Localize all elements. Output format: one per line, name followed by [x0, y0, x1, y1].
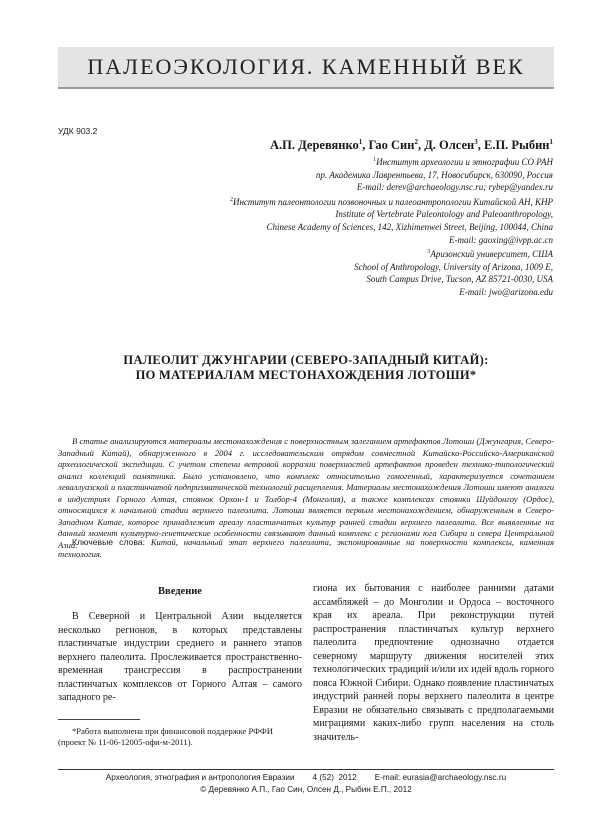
- affiliation-2-email[interactable]: E-mail: gaoxing@ivpp.ac.cn: [448, 234, 553, 245]
- intro-right-paragraph: гиона их бытования с наиболее ранними датами ассамбляжей – до Монголии и Ордоса – восточного края их ареала. При реконструкции путей распространения пластинчатых культур верхнего палеолита предпочтение однозначно отдается северному маршруту движения носителей этих технологических традиций и/или их идей вдоль горного пояса Южной Сибири. Однако появление пластинчатых индустрий ранней поры верхнего палеолита в центре Евразии не обязательно связывать с предполагаемыми миграциями каких-либо групп населения на столь значитель-: [313, 583, 554, 743]
- footer-year: 2012: [338, 773, 357, 782]
- footnote: *Работа выполнена при финансовой поддержке РФФИ (проект № 11-06-12005-офи-м-2011).: [58, 725, 273, 747]
- footnote-divider: [58, 719, 140, 720]
- affiliation-1-address: пр. Академика Лаврентьева, 17, Новосибирск, 630090, Россия: [315, 169, 553, 180]
- section-header-band: [58, 47, 554, 89]
- footer-copyright: © Деревянко А.П., Гао Син, Олсен Д., Рыбин Е.П., 2012: [200, 784, 412, 794]
- affiliation-3-school: School of Anthropology, University of Arizona, 1009 E,: [354, 261, 553, 272]
- affiliation-text: Институт археологии и этнографии СО РАН: [376, 157, 553, 167]
- author-name: Гао Син: [368, 138, 415, 153]
- section-title: ПАЛЕОЭКОЛОГИЯ. КАМЕННЫЙ ВЕК: [87, 54, 525, 79]
- affiliation-sup: 1: [373, 157, 377, 163]
- keywords-label: Ключевые слова:: [72, 537, 145, 547]
- intro-left-paragraph: В Северной и Центральной Азии выделяется несколько регионов, в которых представлены пластинчатые индустрии среднего и раннего этапов верхнего палеолита. Прослеживается пространственно-временная трансгрессия в распространении пластинчатых комплексов от Горного Алтая – самого западного ре-: [58, 611, 302, 703]
- footer-journal: Археология, этнография и антропология Евразии: [105, 773, 295, 782]
- affiliation-2-en-line2: Chinese Academy of Sciences, 142, Xizhimenwei Street, Beijing, 100044, China: [266, 221, 553, 232]
- authors-line: А.П. Деревянко$^1$, Гао Син$^2$, Д. Олсен$^3$, Е.П. Рыбин$^1$: [270, 138, 553, 153]
- udk-code: УДК 903.2: [58, 126, 98, 136]
- affiliation-text: Аризонский университет, США: [430, 249, 553, 260]
- abstract: В статье анализируются материалы местонахождения с поверхностным залеганием артефактов Лотоши (Джунгария, Северо-Западный Китай), обнаруженного в 2004 г. исследовательским отрядом совместной Китайско-Российско-Американской археологической экспедиции. С учетом степени ветровой корразии поверхностей артефактов проведен технико-типологический анализ коллекций памятника. Было установлено, что комплекс относительно гомогенный, характеризуется сочетанием леваллуазской и пластинчатой подпризматической технологий расщепления. Материалы местонахождения Лотоши имеют аналоги в индустриях Горного Алтая, стоянок Орхон-1 и Толбор-4 (Монголия), а также комплексах стоянки Шуйдонгоу (Ордос), относящихся к начальной стадии верхнего палеолита. Лотоши является первым местонахождением, обнаруженным в Северо-Западном Китае, которое принадлежит ареалу пластинчатых культур ранней стадии верхнего палеолита. Все выявленные на данный момент культурно-генетические особенности связывают данный комплекс с регионами юга Сибири и севера Центральной Азии.: [58, 436, 554, 550]
- affiliations: [133, 154, 553, 299]
- author-name: Е.П. Рыбин: [484, 138, 550, 153]
- affiliation-sup: 2: [229, 196, 233, 203]
- affiliation-3-email[interactable]: E-mail: jwo@arizona.edu: [459, 286, 553, 297]
- affiliation-sup: 3: [427, 249, 431, 256]
- author-sup: 3: [474, 138, 478, 146]
- keywords: [58, 537, 554, 560]
- affiliation-3-name: [133, 246, 553, 261]
- keywords-text: Китай, начальный этап верхнего палеолита, экспонированные на поверхности комплексы, каменная технология.: [58, 537, 554, 559]
- footer-email[interactable]: E-mail: eurasia@archaeology.nsc.ru: [374, 773, 507, 782]
- left-column: [58, 582, 302, 748]
- footer-issue: 4 (52): [312, 773, 334, 782]
- footer-divider: [58, 769, 554, 770]
- article-title: [58, 353, 554, 383]
- affiliation-1-email[interactable]: E-mail: derev@archaeology.nsc.ru; rybep@yandex.ru: [356, 182, 553, 193]
- affiliation-2-en-line1: Institute of Vertebrate Paleontology and Paleoanthropology,: [335, 209, 553, 220]
- author-name: Д. Олсен: [424, 138, 475, 153]
- footer-line-1: [58, 772, 554, 784]
- author-sup: 1: [358, 138, 363, 146]
- article-title-line-1: ПАЛЕОЛИТ ДЖУНГАРИИ (СЕВЕРО-ЗАПАДНЫЙ КИТАЙ):: [123, 353, 489, 367]
- right-column: [313, 582, 554, 744]
- affiliation-3-address: South Campus Drive, Tucson, AZ 85721-0030, USA: [366, 274, 553, 285]
- article-title-line-2: ПО МАТЕРИАЛАМ МЕСТОНАХОЖДЕНИЯ ЛОТОШИ*: [135, 368, 477, 382]
- page-footer: [58, 772, 554, 795]
- affiliation-2-name: [133, 194, 553, 209]
- affiliation-text: Институт палеонтологии позвоночных и палеоантропологии Китайской АН, КНР: [232, 196, 553, 207]
- author-name: А.П. Деревянко: [270, 138, 359, 153]
- author-sup: 1: [549, 138, 553, 146]
- author-sup: 2: [414, 138, 418, 146]
- intro-heading: Введение: [158, 586, 202, 597]
- affiliation-1-name: [133, 154, 553, 169]
